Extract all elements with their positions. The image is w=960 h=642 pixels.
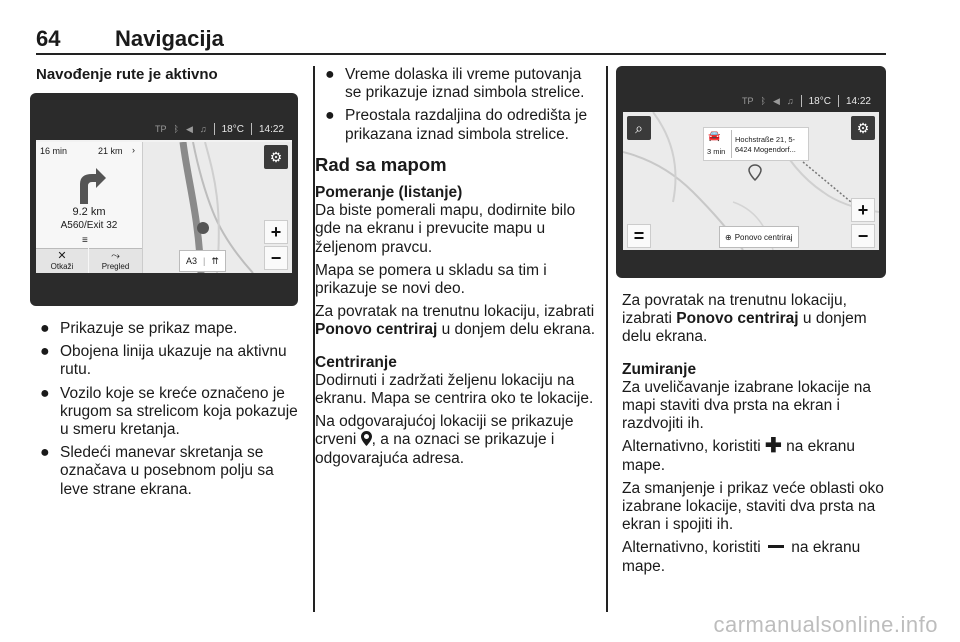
chevron-right-icon[interactable]: › (132, 145, 135, 155)
list-item: ● Vozilo koje se kreće označeno je krugom sa strelicom koja pokazuje u smeru kretanja. (40, 384, 298, 439)
search-icon[interactable]: ⌕ (627, 116, 651, 140)
volume-icon: ◀ (185, 123, 193, 134)
clock: 14:22 (845, 95, 871, 107)
header-rule (36, 53, 886, 55)
bluetooth-icon: ᛒ (173, 124, 179, 134)
menu-icon[interactable]: = (627, 224, 651, 248)
paragraph: Alternativno, koristiti na ekranu mape. (622, 539, 861, 575)
subheading-zoom: Zumiranje (622, 360, 697, 378)
map-view[interactable] (623, 112, 879, 250)
lane-icon: ⇈ (211, 255, 219, 266)
recenter-button[interactable]: ⊕ Ponovo centriraj (719, 226, 799, 248)
watermark: carmanualsonline.info (713, 612, 938, 637)
tp-icon: TP (742, 96, 754, 106)
maneuver-panel (36, 142, 143, 273)
paragraph: Alternativno, koristiti ✚ na ekranu mape. (622, 435, 856, 474)
paragraph: Za smanjenje i prikaz veće oblasti oko izabrane lokacije, staviti dva prsta na ekran i spojiti ih. (622, 479, 884, 534)
list-item: ● Preostala razdaljina do odredišta je prikazana iznad simbola strelice. (325, 107, 588, 143)
overview-label: Pregled (101, 262, 130, 271)
music-icon: ♫ (786, 96, 794, 106)
settings-gear-icon[interactable]: ⚙ (264, 145, 288, 169)
list-icon[interactable]: ≡ (82, 235, 88, 246)
zoom-in-button[interactable]: + (851, 198, 875, 222)
volume-icon: ◀ (772, 95, 780, 106)
paragraph: Dodirnuti i zadržati željenu lokaciju na ekranu. Mapa se centrira oko te lokacije. (315, 371, 594, 408)
overview-button[interactable] (89, 248, 142, 273)
minus-icon (768, 545, 784, 548)
list-item: ● Obojena linija ukazuje na aktivnu rutu. (40, 343, 287, 379)
location-pin-icon (749, 165, 761, 180)
subheading-scroll: Pomeranje (listanje) (315, 184, 463, 202)
paragraph: Za uveličavanje izabrane lokacije na mapi staviti dva prsta na ekran i razdvojiti ih. (622, 378, 872, 433)
tp-icon: TP (155, 124, 167, 134)
screenshot-map-recenter (616, 66, 886, 278)
section-heading-route-active: Navođenje rute je aktivno (36, 66, 218, 83)
list-item: ● Sledeći manevar skretanja se označava u posebnom polju sa leve strane ekrana. (40, 444, 274, 498)
route-overview-icon: ⤳ (111, 250, 120, 262)
paragraph: Mapa se pomera u skladu sa tim i prikazuje se novi deo. (315, 261, 547, 298)
list-item: ● Vreme dolaska ili vreme putovanja se prikazuje iznad simbola strelice. (325, 66, 585, 102)
plus-icon: ✚ (765, 435, 782, 458)
card-address-line1: Hochstraße 21, 5- (735, 135, 796, 144)
clock: 14:22 (258, 123, 284, 135)
list-item: ● Prikazuje se prikaz mape. (40, 320, 238, 337)
card-time: 3 min (707, 147, 726, 156)
paragraph: Da biste pomerali mapu, dodirnite bilo gde na ekranu i prevucite mapu u željenom pravcu. (315, 202, 576, 256)
page-number: 64 (36, 26, 61, 51)
turn-right-arrow-icon (70, 164, 110, 204)
col2-content (315, 66, 595, 473)
music-icon: ♫ (199, 124, 207, 134)
cancel-button[interactable] (36, 248, 88, 273)
maneuver-road: A560/Exit 32 (60, 220, 118, 231)
car-icon: 🚘 (708, 131, 721, 142)
screenshot-route-guidance (30, 93, 298, 306)
zoom-out-button[interactable]: − (264, 246, 288, 270)
paragraph: Na odgovarajućoj lokaciji se prikazuje crveni , a na oznaci se prikazuje i odgovarajuća adresa. (315, 413, 574, 467)
cancel-label: Otkaži (50, 262, 74, 271)
column-divider-2 (606, 66, 608, 612)
location-pin-icon (361, 431, 372, 446)
section-heading-map: Rad sa mapom (315, 153, 447, 175)
subheading-center: Centriranje (315, 353, 397, 371)
paragraph: Za povratak na trenutnu lokaciju, izabrati Ponovo centriraj u donjem delu ekrana. (622, 292, 867, 346)
location-card[interactable] (703, 127, 809, 161)
map-view[interactable] (143, 142, 292, 273)
vehicle-position-icon (197, 222, 209, 234)
road-badge: A3 | ⇈ (179, 250, 226, 272)
page-title: Navigacija (115, 26, 224, 51)
eta: 16 min (40, 146, 68, 156)
zoom-out-button[interactable]: − (851, 224, 875, 248)
col3-content (622, 292, 890, 581)
remaining-distance: 21 km (98, 146, 123, 156)
paragraph: Za povratak na trenutnu lokaciju, izabrati Ponovo centriraj u donjem delu ekrana. (315, 303, 595, 339)
card-address-line2: 6424 Mogendorf... (735, 145, 796, 154)
close-icon: ✕ (57, 250, 67, 262)
settings-gear-icon[interactable]: ⚙ (851, 116, 875, 140)
bluetooth-icon: ᛒ (760, 96, 766, 106)
temperature: 18°C (808, 95, 831, 107)
maneuver-distance: 9.2 km (72, 206, 106, 218)
zoom-in-button[interactable]: + (264, 220, 288, 244)
col1-bullets (40, 320, 302, 504)
temperature: 18°C (221, 123, 244, 135)
recenter-icon: ⊕ (725, 232, 732, 242)
